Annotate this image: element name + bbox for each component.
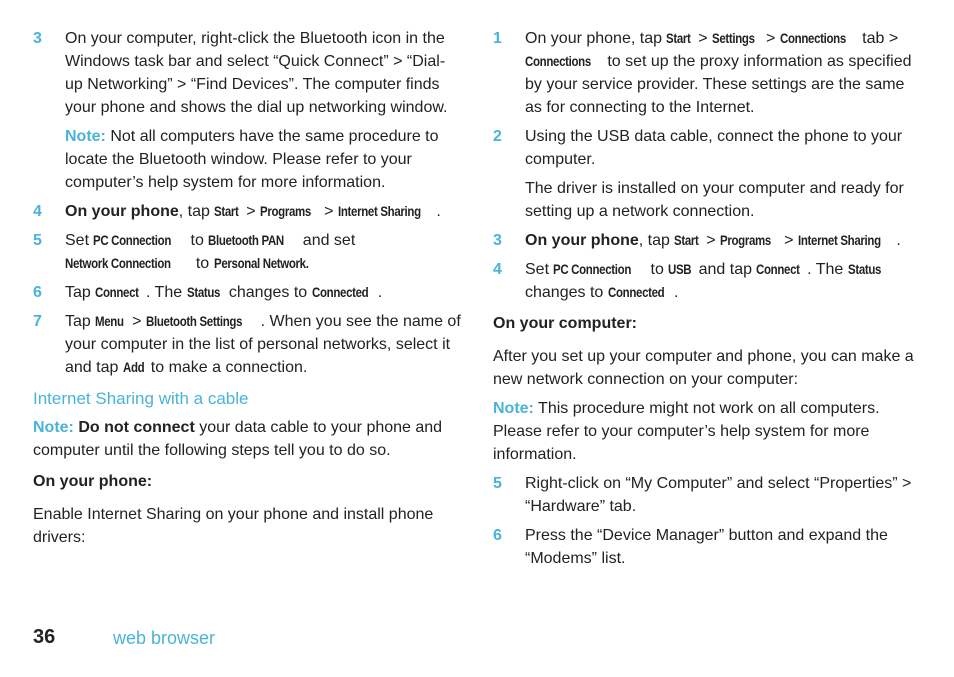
key-menu: Menu (95, 313, 124, 329)
key-start: Start (214, 203, 239, 219)
note-bold: Do not connect (78, 419, 195, 436)
text: . When you see the name of your computer in the list of personal networks, select it and tap (65, 313, 461, 376)
key-start: Start (666, 30, 691, 46)
note-label: Note: (493, 400, 534, 417)
step-3 (493, 229, 921, 252)
step-lead: On your phone (525, 232, 639, 249)
step-2-detail: The driver is installed on your computer and ready for setting up a network connection. (525, 180, 904, 220)
step-number: 6 (493, 527, 502, 544)
step-number: 6 (33, 284, 42, 301)
step-7 (33, 310, 461, 379)
step-number: 2 (493, 128, 502, 145)
step-6 (493, 524, 921, 570)
step-6 (33, 281, 461, 304)
text: to (186, 232, 209, 249)
key-pc-connection: PC Connection (553, 261, 632, 277)
text: > (701, 232, 720, 249)
key-personal-network: Personal Network. (213, 255, 309, 271)
step-number: 5 (493, 475, 502, 492)
step-number: 4 (33, 203, 42, 220)
text: to set up the proxy information as specified by your service provider. These settings are the same as for connecting to the Internet. (525, 53, 912, 116)
page-footer (33, 626, 216, 650)
phone-instructions: Enable Internet Sharing on your phone and install phone drivers: (33, 506, 434, 546)
key-pc-connection: PC Connection (93, 232, 172, 248)
text: > (779, 232, 798, 249)
key-internet-sharing: Internet Sharing (797, 232, 881, 248)
text: changes to (224, 284, 312, 301)
key-add: Add (122, 359, 145, 375)
key-start: Start (674, 232, 699, 248)
note-label: Note: (65, 128, 106, 145)
page-number: 36 (33, 626, 56, 648)
text: > (693, 30, 713, 47)
text: > (761, 30, 780, 47)
key-connections: Connections (779, 30, 846, 46)
key-connect: Connect (95, 284, 139, 300)
step-4 (33, 200, 461, 223)
step-3 (33, 27, 461, 119)
note-label: Note: (33, 419, 74, 436)
step-4 (493, 258, 921, 304)
key-programs: Programs (719, 232, 771, 248)
key-connected: Connected (607, 284, 665, 300)
text: . (896, 232, 901, 249)
text: changes to (525, 284, 608, 301)
step-1 (493, 27, 921, 119)
step-number: 3 (493, 232, 502, 249)
text: and set (298, 232, 356, 249)
text: . (436, 203, 441, 220)
text: > (319, 203, 338, 220)
key-connect: Connect (756, 261, 801, 277)
text: > (241, 203, 260, 220)
text: Tap (65, 284, 96, 301)
step-number: 5 (33, 232, 42, 249)
text: to make a connection. (146, 359, 308, 376)
text: , tap (178, 203, 215, 220)
text: . The (807, 261, 848, 278)
text: Set (65, 232, 94, 249)
section-name: web browser (113, 628, 216, 648)
key-status: Status (186, 284, 220, 300)
key-settings: Settings (712, 30, 755, 46)
key-connected: Connected (311, 284, 368, 300)
text: to (646, 261, 669, 278)
step-text: On your computer, right-click the Bluetooth icon in the Windows task bar and select “Quick Connect” > “Dial-up Networking” > “Find Devices”. The computer finds your phone and shows the dial up networking window. (65, 30, 448, 116)
on-your-phone-label: On your phone: (33, 473, 153, 490)
step-number: 1 (493, 30, 502, 47)
step-text: Using the USB data cable, connect the phone to your computer. (525, 128, 903, 168)
step-number: 7 (33, 313, 42, 330)
key-internet-sharing: Internet Sharing (337, 203, 421, 219)
step-text: Press the “Device Manager” button and expand the “Modems” list. (525, 527, 888, 567)
note-do-not-connect (33, 416, 461, 462)
text: . (673, 284, 679, 301)
key-bluetooth-pan: Bluetooth PAN (208, 232, 285, 248)
key-bluetooth-settings: Bluetooth Settings (145, 313, 243, 329)
text: > (127, 313, 146, 330)
key-programs: Programs (259, 203, 311, 219)
left-column (33, 27, 461, 555)
note-text: This procedure might not work on all computers. Please refer to your computer’s help system for more information. (493, 400, 880, 463)
step-2 (493, 125, 921, 171)
note-bluetooth-window (33, 125, 461, 194)
section-heading: Internet Sharing with a cable (33, 389, 249, 408)
text: Tap (65, 313, 96, 330)
key-connections: Connections (525, 53, 591, 69)
note-may-not-work (493, 397, 921, 466)
step-5 (493, 472, 921, 518)
key-network-connection: Network Connection (65, 255, 171, 271)
key-usb: USB (668, 261, 692, 277)
note-text: Not all computers have the same procedure to locate the Bluetooth window. Please refer to your computer’s help system for more information. (65, 128, 439, 191)
key-status: Status (847, 261, 881, 277)
step-text: Right-click on “My Computer” and select “Properties” > “Hardware” tab. (525, 475, 912, 515)
text: , tap (638, 232, 675, 249)
text: . The (145, 284, 187, 301)
step-5 (33, 229, 461, 275)
step-number: 4 (493, 261, 502, 278)
right-column (493, 27, 921, 576)
step-lead: On your phone (65, 203, 179, 220)
on-your-computer-label: On your computer: (493, 315, 638, 332)
text: to (191, 255, 214, 272)
text: On your phone, tap (525, 30, 667, 47)
text: Set (525, 261, 554, 278)
computer-instructions: After you set up your computer and phone, you can make a new network connection on your computer: (493, 348, 914, 388)
note-text: your data cable to your phone and computer until the following steps tell you to do so. (33, 419, 443, 459)
text: . (377, 284, 383, 301)
text: and tap (694, 261, 757, 278)
text: tab > (857, 30, 899, 47)
step-number: 3 (33, 30, 42, 47)
